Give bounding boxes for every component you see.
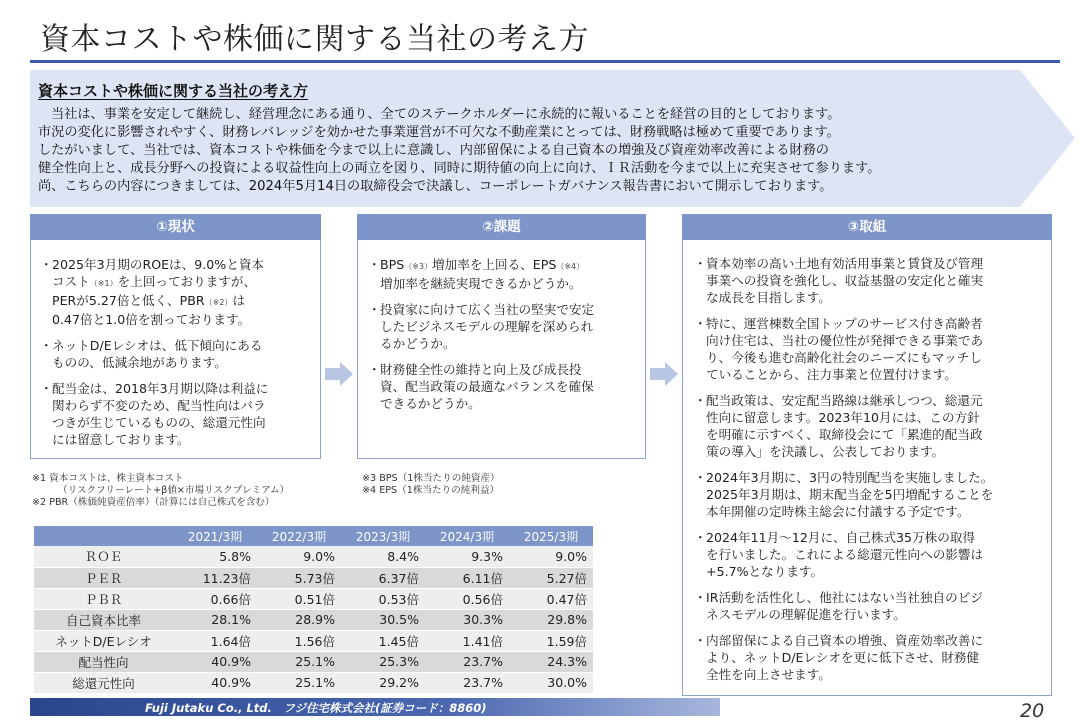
bullet-line: できるかどうか。 — [380, 396, 481, 411]
right-arrow-icon — [325, 362, 353, 386]
page-number: 20 — [1020, 700, 1045, 722]
row-label: ＰＢＲ — [34, 588, 173, 609]
right-arrow-icon — [650, 362, 678, 386]
table-cell: 8.4% — [341, 546, 425, 567]
note-marker: （※3） — [404, 262, 433, 271]
table-cell: 25.3% — [341, 651, 425, 672]
bullet-line: BPS（※3）増加率を上回る、EPS（※4） — [380, 257, 585, 272]
table-cell: 1.45倍 — [341, 630, 425, 651]
bullet-line: るかどうか。 — [380, 336, 456, 351]
table-cell: 1.64倍 — [173, 630, 257, 651]
bullet-line: ていることから、注力事業と位置付けます。 — [706, 367, 957, 382]
table-cell: 0.56倍 — [425, 588, 509, 609]
bullet-line: IR活動を活性化し、他社にはない当社独自のビジ — [706, 590, 983, 605]
table-cell: 30.0% — [509, 672, 593, 693]
table-cell: 1.59倍 — [509, 630, 593, 651]
bullet-line: を行いました。これによる総還元性向への影響は — [706, 547, 984, 562]
table-row — [34, 567, 593, 588]
bullet-line: ものの、低減余地があります。 — [52, 355, 227, 370]
bullet-marker: ・ — [694, 393, 707, 408]
bullet-line: 資本効率の高い土地有効活用事業と賃貸及び管理 — [706, 256, 984, 271]
bullet-item — [694, 632, 1049, 683]
bullet-line: 財務健全性の維持と向上及び成長投 — [380, 362, 582, 377]
footnote-capital-cost — [32, 473, 289, 509]
table-cell: 40.9% — [173, 672, 257, 693]
company-footer: Fuji Jutaku Co., Ltd. フジ住宅株式会社(証券コード：8860) — [145, 701, 487, 715]
banner-line: したがいまして、当社では、資本コストや株価を今まで以上に意識し、内部留保による自己資本の増強及び資産効率改善による財務の — [38, 143, 829, 158]
note-marker: （※1） — [89, 279, 118, 288]
note-marker: （※2） — [204, 298, 233, 307]
banner-line: 市況の変化に影響されやすく、財務レバレッジを効かせた事業運営が不可欠な不動産業にとっては、財務戦略は極めて重要であります。 — [38, 125, 840, 140]
row-label: 自己資本比率 — [34, 609, 173, 630]
bullet-item — [694, 315, 1049, 383]
bullet-item — [368, 361, 643, 412]
bullet-line: を明確に示すべく、取締役会にて「累進的配当政 — [706, 427, 983, 442]
table-cell: 0.51倍 — [257, 588, 341, 609]
banner-heading: 資本コストや株価に関する当社の考え方 — [38, 82, 309, 100]
title-divider — [30, 60, 1060, 63]
banner-line: 当社は、事業を安定して継続し、経営理念にある通り、全てのステークホルダーに永続的に報いることを経営の目的としております。 — [51, 107, 841, 122]
table-cell: 9.3% — [425, 546, 509, 567]
bullet-marker: ・ — [694, 470, 707, 485]
bullet-item — [40, 337, 318, 371]
bullet-line: 配当金は、2018年3月期以降は利益に — [52, 381, 269, 396]
table-cell: 28.1% — [173, 609, 257, 630]
table-row — [34, 609, 593, 630]
table-cell: 23.7% — [425, 651, 509, 672]
bullet-marker: ・ — [694, 633, 707, 648]
bullet-line: ネスモデルの理解促進を行います。 — [706, 607, 906, 622]
bullet-marker: ・ — [368, 302, 381, 317]
table-cell: 29.8% — [509, 609, 593, 630]
bullet-line: 本年開催の定時株主総会に付議する予定です。 — [706, 504, 970, 519]
bullet-marker: ・ — [40, 381, 53, 396]
bullet-line: PERが5.27倍と低く、PBR（※2）は — [52, 293, 246, 308]
bullet-marker: ・ — [368, 257, 381, 272]
bullet-line: コスト（※1）を上回っておりますが、 — [52, 274, 257, 289]
bullet-line: 2024年3月期に、3円の特別配当を実施しました。 — [706, 470, 994, 485]
panel-actions-body — [694, 255, 1049, 692]
table-cell: 11.23倍 — [173, 567, 257, 588]
panel-issues-body — [368, 256, 643, 421]
table-cell: 25.1% — [257, 672, 341, 693]
bullet-line: 全性を向上させます。 — [706, 667, 831, 682]
bullet-marker: ・ — [694, 530, 707, 545]
bullet-line: 性向に留意します。2023年10月には、この方針 — [706, 410, 980, 425]
row-label: ＲＯＥ — [34, 546, 173, 567]
table-row — [34, 588, 593, 609]
table-cell: 40.9% — [173, 651, 257, 672]
bullet-line: 内部留保による自己資本の増強、資産効率改善に — [706, 633, 984, 648]
footnote-line: ※4 EPS（1株当たりの純利益） — [362, 485, 500, 496]
bullet-item — [694, 529, 1049, 580]
bullet-marker: ・ — [40, 338, 53, 353]
table-cell: 9.0% — [257, 546, 341, 567]
column-header: 2021/3期 — [173, 526, 257, 546]
bullet-line: 投資家に向けて広く当社の堅実で安定 — [380, 302, 595, 317]
banner-line: 尚、こちらの内容につきましては、2024年5月14日の取締役会で決議し、コーポレートガバナンス報告書において開示しております。 — [38, 179, 833, 194]
table-corner-cell — [34, 526, 173, 546]
bullet-line: 事業への投資を強化し、収益基盤の安定化と確実 — [706, 273, 984, 288]
bullet-item — [694, 255, 1049, 306]
panel-current-header: ①現状 — [30, 214, 321, 240]
table-cell: 1.56倍 — [257, 630, 341, 651]
bullet-marker: ・ — [368, 362, 381, 377]
table-cell: 0.66倍 — [173, 588, 257, 609]
footnote-line: ※3 BPS（1株当たりの純資産） — [362, 473, 500, 484]
banner-line: 健全性向上と、成長分野への投資による収益性向上の両立を図り、同時に期待値の向上に向け、ＩＲ活動を今まで以上に充実させて参ります。 — [38, 161, 881, 176]
footnote-line: ※1 資本コストは、株主資本コスト — [32, 473, 184, 484]
bullet-item — [694, 392, 1049, 460]
panel-actions-header: ③取組 — [682, 214, 1052, 240]
banner-text — [38, 106, 880, 196]
footnote-line: ※2 PBR（株価純資産倍率）（計算には自己株式を含む） — [32, 497, 275, 508]
row-label: ＰＥＲ — [34, 567, 173, 588]
bullet-line: したビジネスモデルの理解を深められ — [380, 319, 594, 334]
bullet-line: 2024年11月～12月に、自己株式35万株の取得 — [706, 530, 976, 545]
table-cell: 5.8% — [173, 546, 257, 567]
bullet-line: 増加率を継続実現できるかどうか。 — [380, 276, 582, 291]
bullet-line: には留意しております。 — [52, 432, 190, 447]
bullet-line: 策の導入」を決議し、公表しております。 — [706, 444, 945, 459]
bullet-item — [694, 589, 1049, 623]
table-cell: 6.11倍 — [425, 567, 509, 588]
bullet-line: 配当政策は、安定配当路線は継承しつつ、総還元 — [706, 393, 983, 408]
bullet-marker: ・ — [694, 256, 707, 271]
table-cell: 6.37倍 — [341, 567, 425, 588]
bullet-line: +5.7%となります。 — [706, 564, 824, 579]
bullet-line: ネットD/Eレシオは、低下傾向にある — [52, 338, 263, 353]
bullet-line: 0.47倍と1.0倍を割っております。 — [52, 312, 251, 327]
panel-current-body — [40, 256, 318, 457]
table-cell: 28.9% — [257, 609, 341, 630]
table-cell: 29.2% — [341, 672, 425, 693]
bullet-line: つきが生じているものの、総還元性向 — [52, 415, 266, 430]
note-marker: （※4） — [556, 262, 585, 271]
table-row — [34, 651, 593, 672]
bullet-item — [368, 301, 643, 352]
row-label: 総還元性向 — [34, 672, 173, 693]
table-cell: 24.3% — [509, 651, 593, 672]
bullet-line: り、今後も進む高齢化社会のニーズにもマッチし — [706, 350, 982, 365]
bullet-line: 2025年3月期のROEは、9.0%と資本 — [52, 257, 265, 272]
table-cell: 1.41倍 — [425, 630, 509, 651]
bullet-line: 特に、運営棟数全国トップのサービス付き高齢者 — [706, 316, 983, 331]
row-label: 配当性向 — [34, 651, 173, 672]
bullet-marker: ・ — [40, 257, 53, 272]
column-header: 2023/3期 — [341, 526, 425, 546]
table-header-row — [34, 526, 593, 546]
bullet-item — [40, 256, 318, 328]
table-row — [34, 672, 593, 693]
table-cell: 5.27倍 — [509, 567, 593, 588]
footnote-line: （リスクフリーレート+β値×市場リスクプレミアム） — [58, 485, 290, 496]
table-cell: 23.7% — [425, 672, 509, 693]
column-header: 2022/3期 — [257, 526, 341, 546]
bullet-line: 関わらず不変のため、配当性向はバラ — [52, 398, 266, 413]
column-header: 2024/3期 — [425, 526, 509, 546]
table-cell: 30.3% — [425, 609, 509, 630]
column-header: 2025/3期 — [509, 526, 593, 546]
table-cell: 9.0% — [509, 546, 593, 567]
table-row — [34, 546, 593, 567]
table-cell: 0.47倍 — [509, 588, 593, 609]
row-label: ネットD/Eレシオ — [34, 630, 173, 651]
bullet-line: な成長を目指します。 — [706, 290, 831, 305]
bullet-line: 資、配当政策の最適なバランスを確保 — [380, 379, 594, 394]
table-cell: 0.53倍 — [341, 588, 425, 609]
table-cell: 30.5% — [341, 609, 425, 630]
table-cell: 5.73倍 — [257, 567, 341, 588]
bullet-line: より、ネットD/Eレシオを更に低下させ、財務健 — [706, 650, 980, 665]
bullet-item — [40, 380, 318, 448]
bullet-line: 向け住宅は、当社の優位性が発揮できる事業であ — [706, 333, 984, 348]
bullet-item — [694, 469, 1049, 520]
bullet-item — [368, 256, 643, 292]
bullet-marker: ・ — [694, 316, 707, 331]
page-title: 資本コストや株価に関する当社の考え方 — [40, 22, 589, 57]
footnote-bps-eps — [362, 473, 500, 497]
bullet-line: 2025年3月期は、期末配当金を5円増配することを — [706, 487, 994, 502]
financial-metrics-table — [34, 526, 593, 694]
panel-issues-header: ②課題 — [357, 214, 646, 240]
table-row — [34, 630, 593, 651]
table-cell: 25.1% — [257, 651, 341, 672]
bullet-marker: ・ — [694, 590, 707, 605]
